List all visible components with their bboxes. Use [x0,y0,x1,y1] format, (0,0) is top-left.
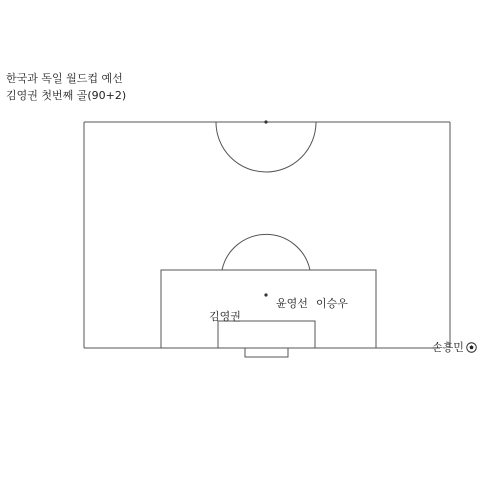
title-line-1: 한국과 독일 월드컵 예선 [6,72,123,85]
goal [245,348,288,357]
center-spot [264,120,267,123]
player-label-lee-seungwoo: 이승우 [316,297,348,310]
penalty-arc [222,234,310,270]
penalty-spot [264,293,267,296]
center-circle [216,122,316,172]
player-label-yoon-youngsun: 윤영선 [276,297,308,310]
ball-label [432,341,477,354]
soccer-ball-icon [466,342,477,353]
player-label-kim-younggwon: 김영권 [209,310,241,323]
title-line-2: 김영권 첫번째 골(90+2) [6,89,127,102]
ball-label-text: 손흥민 [432,341,464,354]
goal-area [218,321,315,348]
